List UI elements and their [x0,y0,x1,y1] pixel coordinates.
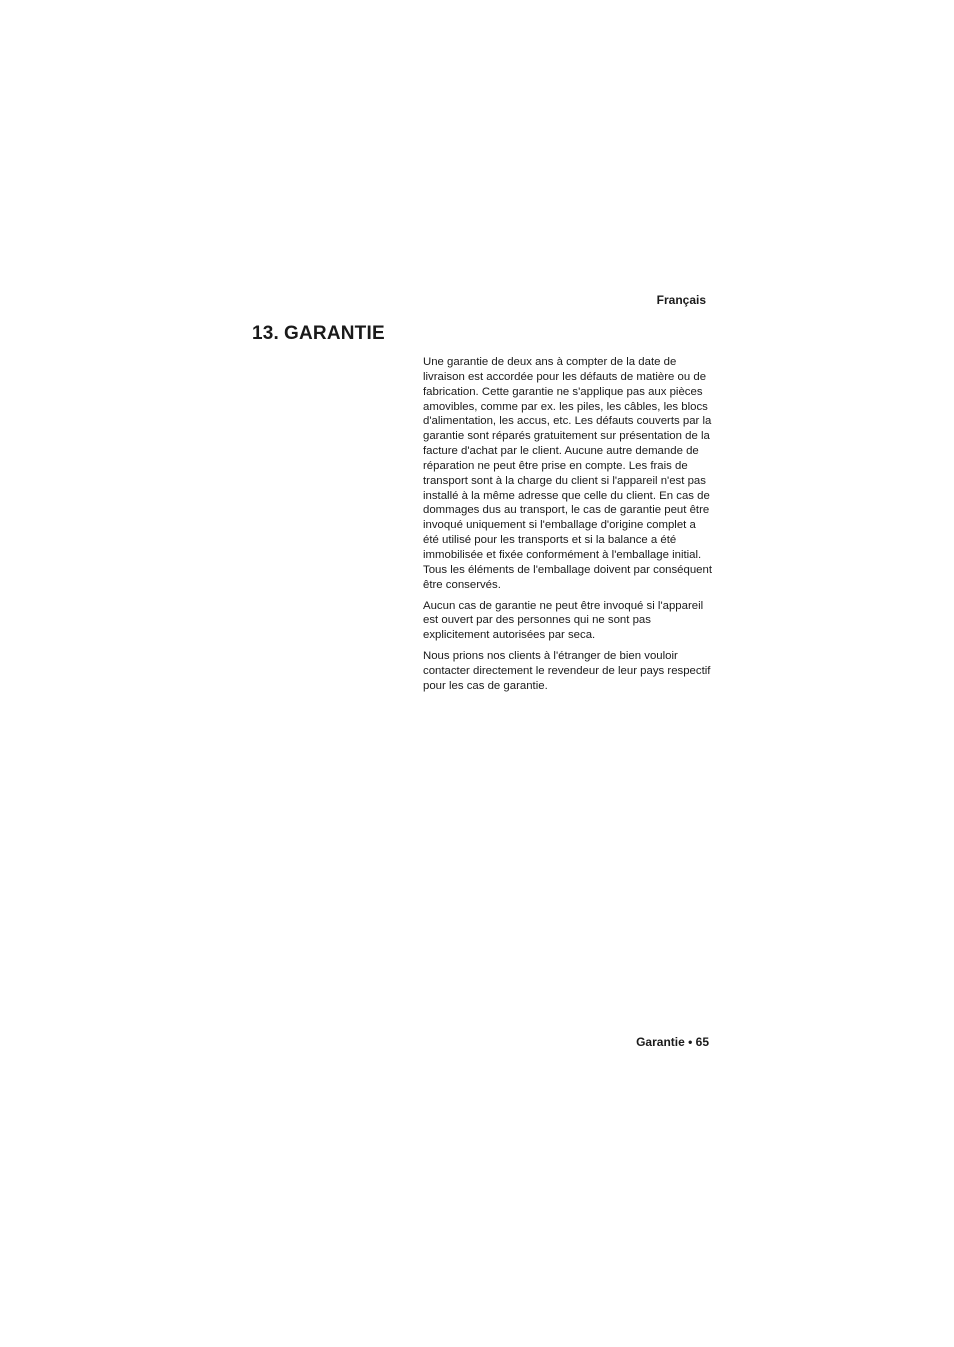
warranty-text-body [423,355,713,700]
page-language-label: Français [656,293,706,307]
paragraph-opening-exclusion: Aucun cas de garantie ne peut être invoqué si l'appareil est ouvert par des personnes qui ne sont pas explicitement autorisées par seca. [423,599,704,642]
page-footer: Garantie • 65 [636,1035,709,1049]
paragraph-warranty-terms: Une garantie de deux ans à compter de la date de livraison est accordée pour les défauts de matière ou de fabrication. Cette garantie ne s'applique pas aux pièces amovibles, comme par ex. les piles, les câbles, les blocs d'alimentation, les accus, etc. Les défauts couverts par la garantie sont réparés gratuitement sur présentation de la facture d'achat par le client. Aucune autre demande de réparation ne peut être prise en compte. Les frais de transport sont à la charge du client si l'appareil n'est pas installé à la même adresse que celle du client. En cas de dommages dus au transport, le cas de garantie peut être invoqué uniquement si l'emballage d'origine complet a été utilisé pour les transports et si la balance a été immobilisée et fixée conformément à l'emballage initial. Tous les éléments de l'emballage doivent par conséquent être conservés. [423,356,713,591]
section-title: GARANTIE [284,323,385,344]
paragraph-foreign-customers: Nous prions nos clients à l'étranger de bien vouloir contacter directement le revendeur de leur pays respectif pour les cas de garantie. [423,650,711,692]
section-number: 13. [252,323,280,344]
section-heading [252,323,385,345]
